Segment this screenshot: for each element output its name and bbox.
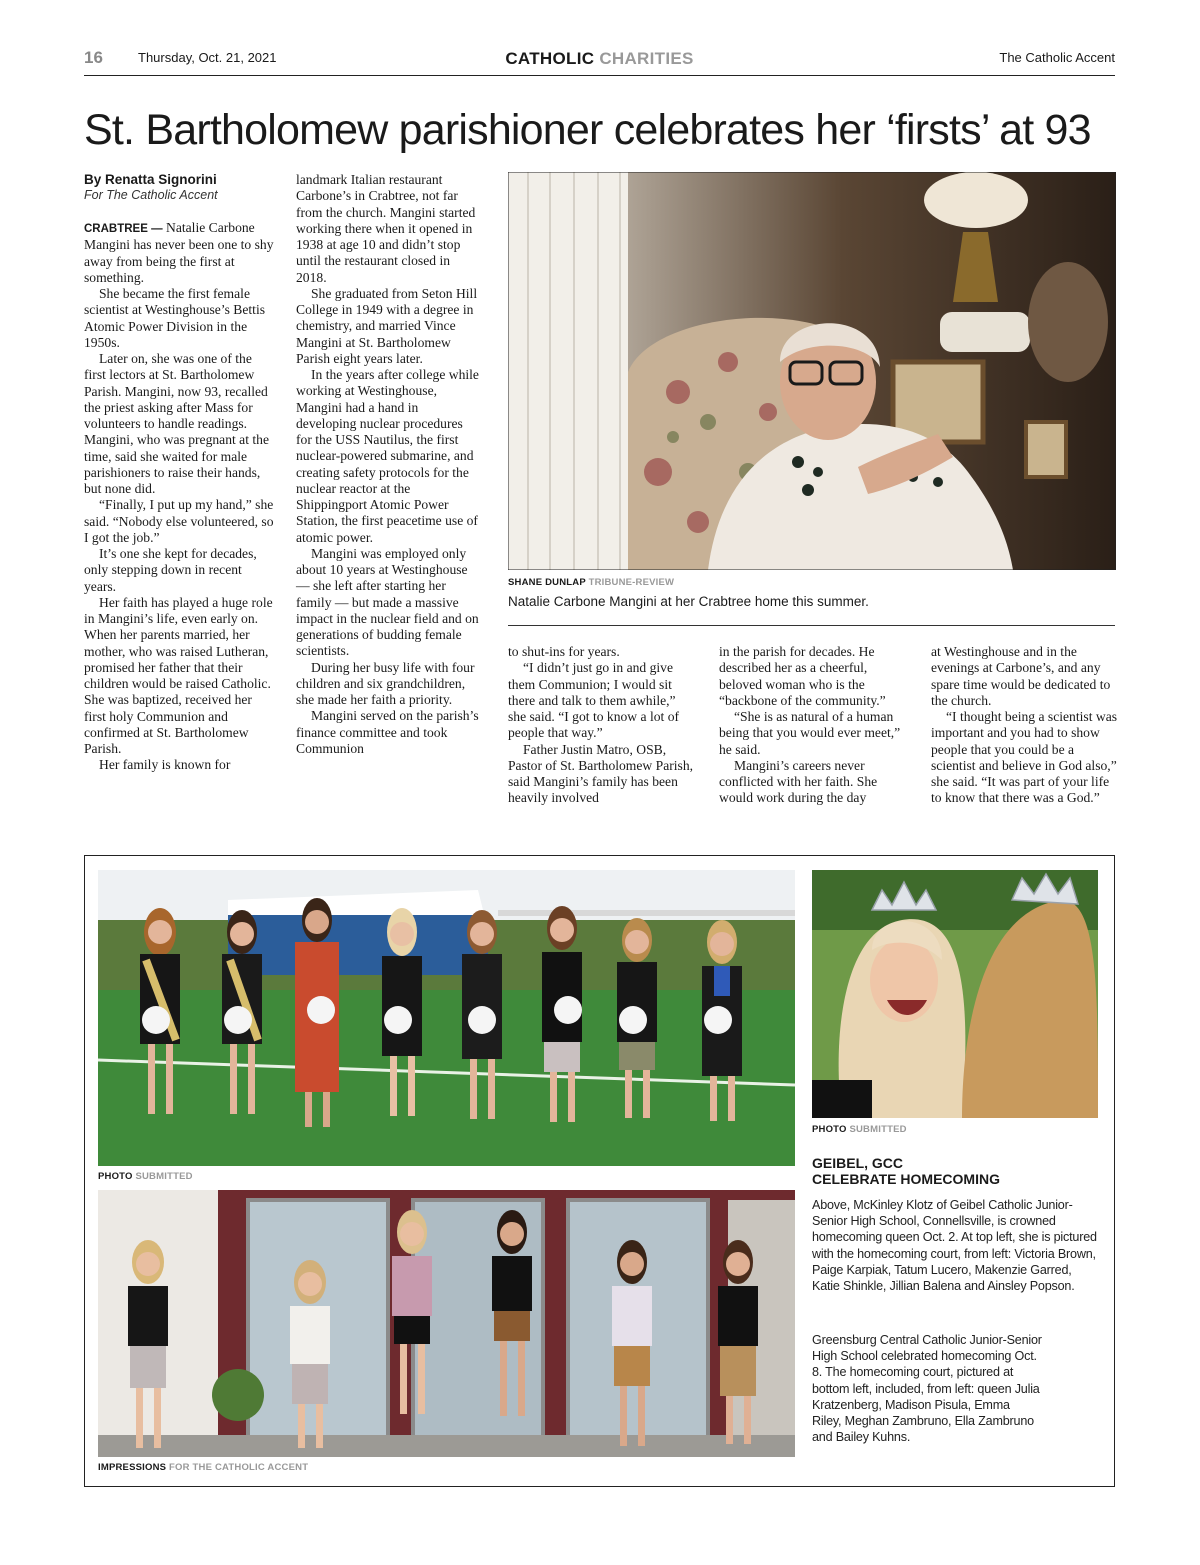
photo-credit: SHANE DUNLAP TRIBUNE-REVIEW (508, 577, 675, 588)
article-column-1 (84, 172, 274, 774)
article-paragraph: It’s one she kept for decades, only stepping down in recent years. (84, 546, 257, 594)
article-paragraph: Her family is known for (99, 757, 231, 773)
article-paragraph: Father Justin Matro, OSB, Pastor of St. Bartholomew Parish, said Mangini’s family has been heavily involved (508, 741, 694, 806)
article-column-3 (508, 644, 696, 807)
article-column-4 (719, 644, 905, 807)
photo-caption: Natalie Carbone Mangini at her Crabtree home this summer. (508, 594, 869, 609)
article-paragraph: She graduated from Seton Hill College in 1949 with a degree in chemistry, and married Vince Mangini at St. Bartholomew Parish eight years later. (296, 285, 478, 366)
homecoming-title: GEIBEL, GCC CELEBRATE HOMECOMING (812, 1155, 1000, 1187)
geibel-court-illustration (98, 870, 795, 1166)
portrait-photo (508, 172, 1116, 570)
article-paragraph: In the years after college while working at Westinghouse, Mangini had a hand in developing nuclear procedures for the USS Nautilus, the first nuclear-powered submarine, and creating safety protocols for the nuclear reactor at the Shippingport Atomic Power Station, the first peacetime use of atomic power. (296, 367, 479, 545)
byline-affiliation: For The Catholic Accent (84, 188, 218, 202)
article-paragraph: Later on, she was one of the first lectors at St. Bartholomew Parish. Mangini, now 93, recalled the priest asking after Mass for volunteers to handle readings. Mangini, who was pregnant at the time, said she waited for male parishioners to raise their hands, but none did. (84, 351, 269, 496)
photo-credit: PHOTO SUBMITTED (812, 1124, 907, 1135)
crowning-photo (812, 870, 1098, 1118)
article-column-2 (296, 172, 480, 757)
article-paragraph: “I didn’t just go in and give them Communion; I would sit there and talk to them awhile,” she said. “I got to know a lot of people that way.” (508, 660, 680, 741)
divider (508, 625, 1115, 626)
gcc-court-illustration (98, 1190, 795, 1457)
byline: By Renatta Signorini (84, 172, 217, 187)
article-paragraph: “I thought being a scientist was important and you had to show people that you could be a scientist and believe in God also,” she said. “It was part of your life to know that there was a God.” (931, 709, 1118, 806)
article-paragraph: landmark Italian restaurant Carbone’s in Crabtree, not far from the church. Mangini started working there when it opened in 1938 at age 10 and didn’t stop until the restaurant closed in 2018. (296, 172, 476, 285)
article-paragraph: “She is as natural of a human being that you would ever meet,” he said. (719, 709, 901, 757)
page-header (84, 46, 1115, 76)
article-paragraph: Her faith has played a huge role in Mangini’s life, even early on. When her parents married, her mother, who was raised Lutheran, promised her father that their children would be raised Catholic. She was baptized, received her first holy Communion and confirmed at St. Bartholomew Parish. (84, 594, 273, 756)
article-paragraph: During her busy life with four children and six grandchildren, she made her faith a priority. (296, 659, 475, 707)
section-title-part1: CATHOLIC (505, 49, 595, 68)
homecoming-paragraph: Greensburg Central Catholic Junior-Senior High School celebrated homecoming Oct. 8. The homecoming court, pictured at bottom left, included, from left: queen Julia Kratzenberg, Madison Pisula, Emma Riley, Meghan Zambruno, Ella Zambruno and Bailey Kuhns. (812, 1333, 1042, 1445)
portrait-photo-illustration (508, 172, 1116, 570)
gcc-court-photo (98, 1190, 795, 1457)
article-headline: St. Bartholomew parishioner celebrates her ‘firsts’ at 93 (84, 106, 1091, 154)
article-paragraph: in the parish for decades. He described her as a cheerful, beloved woman who is the “backbone of the community.” (719, 644, 886, 708)
photo-credit: PHOTO SUBMITTED (98, 1171, 193, 1182)
publication-name: The Catholic Accent (999, 50, 1115, 65)
article-paragraph: Mangini served on the parish’s finance committee and took Communion (296, 708, 479, 756)
article-paragraph: Mangini was employed only about 10 years at Westinghouse — she left after starting her family — but made a massive impact in the nuclear field and on generations of budding female scientists. (296, 545, 479, 659)
article-paragraph: to shut-ins for years. (508, 644, 620, 659)
homecoming-paragraph: Above, McKinley Klotz of Geibel Catholic Junior-Senior High School, Connellsville, is crowned homecoming queen Oct. 2. At top left, she is pictured with the homecoming court, from left: Victoria Brown, Paige Karpiak, Tatum Lucero, Makenzie Garred, Katie Shinkle, Jillian Balena and Ainsley Popson. (812, 1198, 1097, 1294)
crowning-illustration (812, 870, 1098, 1118)
article-paragraph: CRABTREE — Natalie Carbone Mangini has never been one to shy away from being the first at something. (84, 220, 274, 285)
dateline: CRABTREE — (84, 223, 163, 235)
article-paragraph: “Finally, I put up my hand,” she said. “Nobody else volunteered, so I got the job.” (84, 497, 274, 545)
section-title (84, 49, 1115, 69)
article-paragraph: at Westinghouse and in the evenings at Carbone’s, and any spare time would be dedicated to the church. (931, 644, 1111, 708)
section-title-part2: CHARITIES (599, 49, 694, 68)
article-paragraph: Mangini’s careers never conflicted with her faith. She would work during the day (719, 757, 878, 806)
geibel-court-photo (98, 870, 795, 1166)
article-paragraph: She became the first female scientist at Westinghouse’s Bettis Atomic Power Division in the 1950s. (84, 286, 266, 350)
photo-credit: IMPRESSIONS FOR THE CATHOLIC ACCENT (98, 1462, 309, 1473)
page-number: 16 (84, 48, 103, 67)
article-column-5 (931, 644, 1119, 807)
issue-date: Thursday, Oct. 21, 2021 (138, 50, 277, 65)
